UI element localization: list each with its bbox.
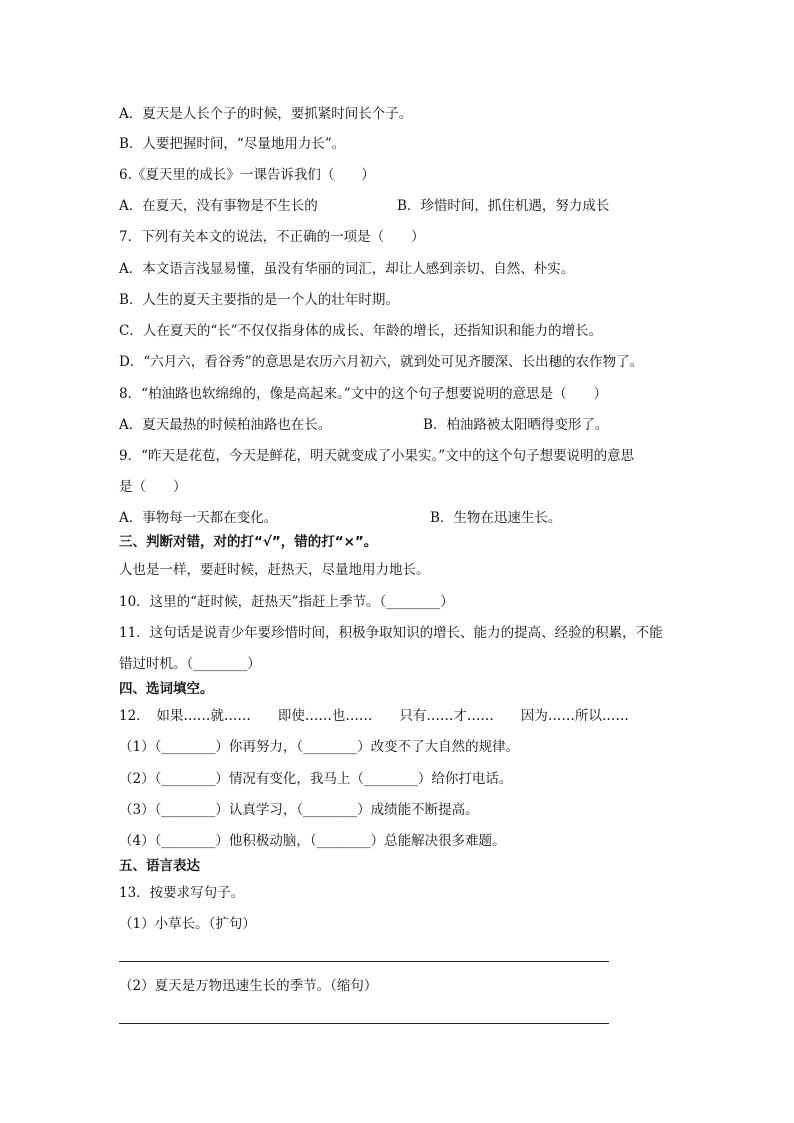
question-12-item-3: （3）（________）认真学习，（________）成绩能不断提高。 bbox=[119, 802, 479, 818]
section-3-passage: 人也是一样，要赶时候，赶热天，尽量地用力地长。 bbox=[119, 562, 430, 578]
section-4-heading: 四、选词填空。 bbox=[119, 681, 214, 697]
question-11-continued: 错过时机。（________） bbox=[119, 656, 261, 672]
q9-option-b: B．生物在迅速生长。 bbox=[430, 510, 562, 526]
question-12-item-1: （1）（________）你再努力，（________）改变不了大自然的规律。 bbox=[119, 739, 520, 755]
answer-line-1[interactable] bbox=[119, 961, 609, 962]
question-7: 7．下列有关本文的说法，不正确的一项是（ ） bbox=[119, 229, 425, 245]
question-8: 8．“柏油路也软绵绵的，像是高起来。”文中的这个句子想要说明的意思是（ ） bbox=[119, 386, 608, 402]
q8-option-a: A．夏天最热的时候柏油路也在长。 bbox=[119, 417, 332, 433]
q7-option-a: A．本文语言浅显易懂，虽没有华丽的词汇，却让人感到亲切、自然、朴实。 bbox=[119, 261, 575, 277]
q6-option-a: A．在夏天，没有事物是不生长的 bbox=[119, 198, 318, 214]
q7-option-d: D．“六月六，看谷秀”的意思是农历六月初六，就到处可见齐腰深、长出穗的农作物了。 bbox=[119, 354, 644, 370]
question-9: 9．“昨天是花苞，今天是鲜花，明天就变成了小果实。”文中的这个句子想要说明的意思 bbox=[119, 448, 635, 464]
q5-option-a: A．夏天是人长个子的时候，要抓紧时间长个子。 bbox=[119, 106, 413, 122]
question-12-item-2: （2）（________）情况有变化，我马上（________）给你打电话。 bbox=[119, 771, 513, 787]
q6-option-b: B．珍惜时间，抓住机遇，努力成长 bbox=[397, 198, 610, 214]
answer-line-2[interactable] bbox=[119, 1023, 609, 1024]
question-9-continued: 是（ ） bbox=[119, 479, 187, 495]
question-13-item-1: （1）小草长。（扩句） bbox=[119, 916, 256, 932]
q7-option-b: B．人生的夏天主要指的是一个人的壮年时期。 bbox=[119, 292, 399, 308]
question-13: 13．按要求写句子。 bbox=[119, 885, 245, 901]
q7-option-c: C．人在夏天的“长”不仅仅指身体的成长、年龄的增长，还指知识和能力的增长。 bbox=[119, 323, 603, 339]
question-10: 10．这里的“赶时候，赶热天”指赶上季节。（________） bbox=[119, 594, 454, 610]
question-12-item-4: （4）（________）他积极动脑，（________）总能解决很多难题。 bbox=[119, 833, 506, 849]
question-11: 11．这句话是说青少年要珍惜时间，积极争取知识的增长、能力的提高、经验的积累，不能 bbox=[119, 625, 663, 641]
section-5-heading: 五、语言表达 bbox=[119, 858, 200, 874]
q8-option-b: B．柏油路被太阳晒得变形了。 bbox=[423, 417, 609, 433]
question-12-word-bank: 12． 如果……就…… 即使……也…… 只有……才…… 因为……所以…… bbox=[119, 708, 629, 724]
q5-option-b: B．人要把握时间，“尽量地用力长”。 bbox=[119, 136, 346, 152]
question-6: 6.《夏天里的成长》一课告诉我们（ ） bbox=[119, 167, 375, 183]
section-3-heading: 三、判断对错，对的打“√”，错的打“×”。 bbox=[119, 534, 378, 550]
q9-option-a: A．事物每一天都在变化。 bbox=[119, 510, 278, 526]
question-13-item-2: （2）夏天是万物迅速生长的季节。（缩句） bbox=[119, 978, 378, 994]
